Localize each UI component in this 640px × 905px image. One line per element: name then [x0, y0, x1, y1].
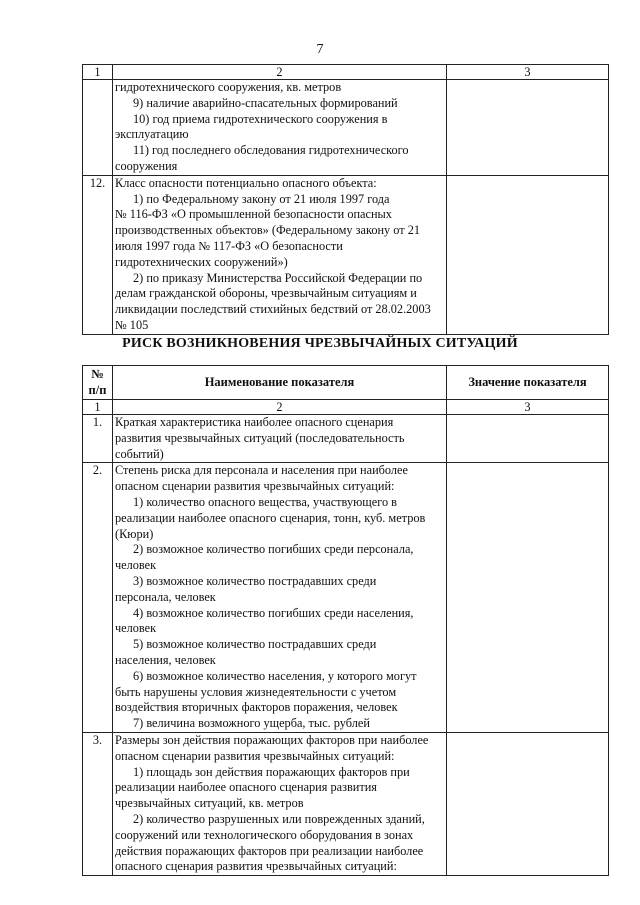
col-num-3: 3 [447, 400, 609, 415]
text-line: 11) год последнего обследования гидротехнического [133, 143, 409, 158]
text-line: 3) возможное количество пострадавших среди [133, 573, 377, 588]
risk-table [82, 365, 609, 876]
text-line: № 105 [115, 317, 149, 332]
text-line: производственных объектов» (Федеральному закону от 21 [115, 223, 421, 238]
text-line: опасном сценарии развития чрезвычайных ситуаций: [115, 479, 395, 494]
text-line: 5) возможное количество пострадавших среди [133, 637, 377, 652]
text-line: быть нарушены условия жизнедеятельности с учетом [115, 684, 397, 699]
col-num-2: 2 [113, 65, 447, 80]
indicator-cell [113, 80, 447, 176]
value-cell [447, 80, 609, 176]
text-line: 4) возможное количество погибших среди населения, [133, 605, 414, 620]
continued-table [82, 64, 609, 335]
header-number [83, 366, 113, 400]
header-number-line2: п/п [88, 382, 107, 397]
table-row [83, 175, 609, 334]
text-line: 1) площадь зон действия поражающих факторов при [133, 764, 410, 779]
col-num-1: 1 [83, 65, 113, 80]
text-line: человек [115, 621, 157, 636]
header-indicator-value: Значение показателя [447, 366, 609, 400]
text-line: опасном сценарии развития чрезвычайных ситуаций: [115, 748, 395, 763]
text-line: воздействия вторичных факторов поражения, человек [115, 700, 398, 715]
header-indicator-name: Наименование показателя [113, 366, 447, 400]
value-cell [447, 175, 609, 334]
table-row [83, 80, 609, 176]
text-line: Степень риска для персонала и населения при наиболее [115, 463, 408, 478]
col-num-1: 1 [83, 400, 113, 415]
row-number-cell: 1. [83, 415, 113, 463]
text-line: 2) количество разрушенных или поврежденных зданий, [133, 811, 425, 826]
row-number-cell [83, 80, 113, 176]
table-header-row [83, 366, 609, 400]
column-numbering-row [83, 65, 609, 80]
text-line: действия поражающих факторов при реализации наиболее [115, 843, 424, 858]
header-number-line1: № [91, 366, 104, 381]
page-number: 7 [316, 42, 324, 57]
indicator-cell [113, 415, 447, 463]
text-line: 6) возможное количество населения, у которого могут [133, 668, 417, 683]
text-line: июля 1997 года № 117-ФЗ «О безопасности [115, 238, 343, 253]
text-line: Размеры зон действия поражающих факторов при наиболее [115, 732, 429, 747]
indicator-cell [113, 175, 447, 334]
text-line: эксплуатацию [115, 127, 189, 142]
text-line: реализации наиболее опасного сценария, тонн, куб. метров [115, 510, 426, 525]
section-title: РИСК ВОЗНИКНОВЕНИЯ ЧРЕЗВЫЧАЙНЫХ СИТУАЦИЙ [122, 336, 518, 351]
table-row [83, 415, 609, 463]
text-line: опасного сценария развития чрезвычайных ситуаций: [115, 859, 397, 874]
text-line: ликвидации последствий стихийных бедствий от 28.02.2003 [115, 302, 431, 317]
text-line: 9) наличие аварийно-спасательных формирований [133, 95, 398, 110]
row-number-cell: 2. [83, 463, 113, 733]
text-line: Класс опасности потенциально опасного объекта: [115, 175, 377, 190]
text-line: (Кюри) [115, 526, 154, 541]
text-line: № 116-ФЗ «О промышленной безопасности опасных [115, 207, 392, 222]
text-line: человек [115, 558, 157, 573]
text-line: гидротехнических сооружений») [115, 254, 288, 269]
col-num-3: 3 [447, 65, 609, 80]
text-line: сооружений или технологического оборудования в зонах [115, 827, 414, 842]
text-line: событий) [115, 446, 164, 461]
text-line: делам гражданской обороны, чрезвычайным ситуациям и [115, 286, 417, 301]
text-line: населения, человек [115, 652, 216, 667]
text-line: реализации наиболее опасного сценария развития [115, 780, 377, 795]
text-line: персонала, человек [115, 589, 216, 604]
table-row [83, 732, 609, 875]
table-row [83, 463, 609, 733]
text-line: чрезвычайных ситуаций, кв. метров [115, 796, 304, 811]
column-numbering-row [83, 400, 609, 415]
row-number-cell: 3. [83, 732, 113, 875]
text-line: 7) величина возможного ущерба, тыс. рублей [133, 716, 370, 731]
text-line: 1) по Федеральному закону от 21 июля 1997 года [133, 191, 390, 206]
value-cell [447, 415, 609, 463]
text-line: 2) возможное количество погибших среди персонала, [133, 542, 414, 557]
text-line: 1) количество опасного вещества, участвующего в [133, 494, 397, 509]
text-line: 2) по приказу Министерства Российской Федерации по [133, 270, 423, 285]
indicator-cell [113, 463, 447, 733]
row-number-cell: 12. [83, 175, 113, 334]
value-cell [447, 732, 609, 875]
text-line: развития чрезвычайных ситуаций (последовательность [115, 430, 405, 445]
indicator-cell [113, 732, 447, 875]
col-num-2: 2 [113, 400, 447, 415]
text-line: 10) год приема гидротехнического сооружения в [133, 111, 388, 126]
text-line: Краткая характеристика наиболее опасного сценария [115, 415, 394, 429]
text-line: гидротехнического сооружения, кв. метров [115, 80, 342, 94]
value-cell [447, 463, 609, 733]
text-line: сооружения [115, 158, 178, 173]
